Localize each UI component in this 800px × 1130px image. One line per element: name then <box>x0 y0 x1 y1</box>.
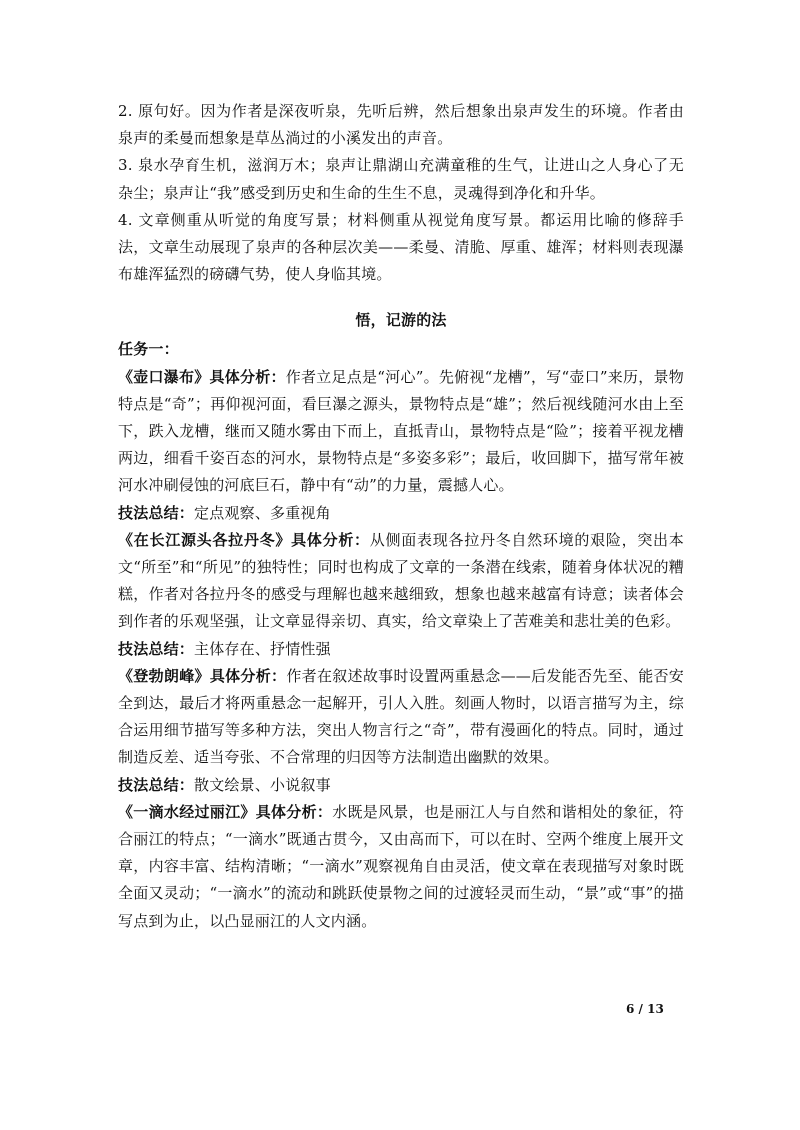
answer-3: 3. 泉水孕育生机，滋润万木；泉声让鼎湖山充满童稚的生气，让进山之人身心了无杂尘；泉声让“我”感受到历史和生命的生生不息，灵魂得到净化和升华。 <box>118 156 684 202</box>
analysis-text: 水既是风景，也是丽江人与自然和谐相处的象征，符合丽江的特点；“一滴水”既通古贯今，又由高而下，可以在时、空两个维度上展开文章，内容丰富、结构清晰；“一滴水”观察视角自由灵活，使文章在表现描写对象时既全面又灵动；“一滴水”的流动和跳跃使景物之间的过渡轻灵而生动，“景”或“事”的描写点到为止，以凸显丽江的人文内涵。 <box>118 802 684 930</box>
analysis-text: 作者在叙述故事时设置两重悬念——后发能否先至、能否安全到达，最后才将两重悬念一起解开，引人入胜。刻画人物时，以语言描写为主，综合运用细节描写等多种方法，突出人物言行之“奇”，带有漫画化的特点。同时，通过制造反差、适当夸张、不合常理的归因等方法制造出幽默的效果。 <box>118 666 685 767</box>
analysis-lijiang <box>118 799 684 935</box>
answer-2: 2. 原句好。因为作者是深夜听泉，先听后辨，然后想象出泉声发生的环境。作者由泉声的柔曼而想象是草丛淌过的小溪发出的声音。 <box>118 102 684 148</box>
summary-hukou <box>118 500 684 527</box>
summary-label: 技法总结： <box>118 503 195 522</box>
analysis-heading: 《登勃朗峰》具体分析： <box>118 666 287 685</box>
answer-4: 4. 文章侧重从听觉的角度写景；材料侧重从视觉角度写景。都运用比喻的修辞手法，文章生动展现了泉声的各种层次美——柔曼、清脆、厚重、雄浑；材料则表现瀑布雄浑猛烈的磅礴气势，使人身临其境。 <box>118 210 684 284</box>
summary-text: 主体存在、抒情性强 <box>194 639 331 658</box>
analysis-text: 作者立足点是“河心”。先俯视“龙槽”，写“壶口”来历，景物特点是“奇”；再仰视河面，看巨瀑之源头，景物特点是“雄”；然后视线随河水由上至下，跌入龙槽，继而又随水雾由下而上，直抵青山，景物特点是“险”；接着平视龙槽两边，细看千姿百态的河水，景物特点是“多姿多彩”；最后，收回脚下，描写常年被河水冲刷侵蚀的河底巨石，静中有“动”的力量，震撼人心。 <box>118 367 684 495</box>
section-title: 悟，记游的法 <box>355 311 447 330</box>
summary-text: 散文绘景、小说叙事 <box>194 775 331 794</box>
page-number: 6 / 13 <box>626 1002 664 1016</box>
summary-geladandong <box>118 636 684 663</box>
task-label: 任务一： <box>118 340 179 359</box>
document-page <box>118 98 684 935</box>
analysis-heading: 《在长江源头各拉丹冬》具体分析： <box>118 530 370 549</box>
analysis-mont-blanc <box>118 663 684 772</box>
analysis-geladandong <box>118 527 684 636</box>
summary-label: 技法总结： <box>118 639 195 658</box>
analysis-heading: 《一滴水经过丽江》具体分析： <box>118 802 333 821</box>
analysis-heading: 《壶口瀑布》具体分析： <box>118 367 286 386</box>
analysis-text: 从侧面表现各拉丹冬自然环境的艰险，突出本文“所至”和“所见”的独特性；同时也构成了文章的一条潜在线索，随着身体状况的糟糕，作者对各拉丹冬的感受与理解也越来越细致，想象也越来越富有诗意；读者体会到作者的乐观坚强，让文章显得亲切、真实，给文章染上了苦难美和悲壮美的色彩。 <box>118 530 684 631</box>
analysis-hukou <box>118 364 684 500</box>
summary-mont-blanc <box>118 772 684 799</box>
summary-label: 技法总结： <box>118 775 195 794</box>
summary-text: 定点观察、多重视角 <box>194 503 331 522</box>
